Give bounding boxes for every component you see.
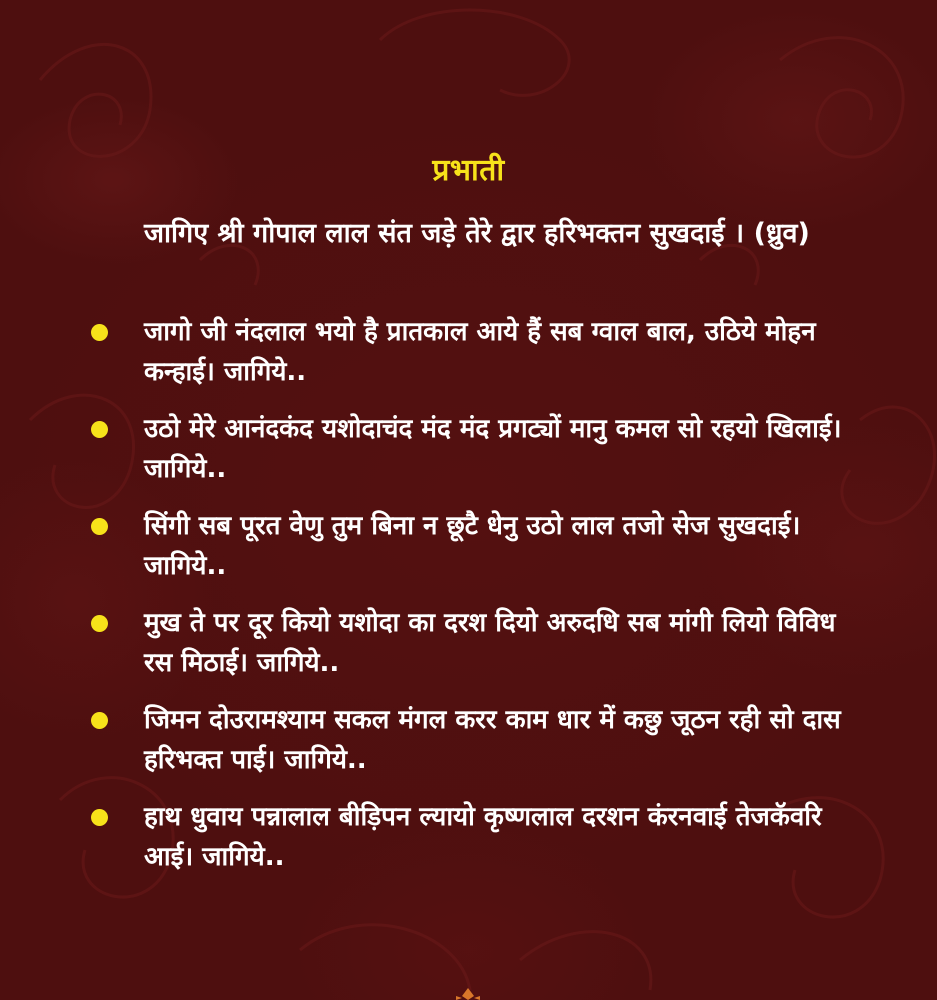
bullet-icon xyxy=(91,324,108,341)
list-item xyxy=(0,506,937,603)
verse-text: सिंगी सब पूरत वेणु तुम बिना न छूटै धेनु उठो लाल तजो सेज सुखदाई। जागिये.. xyxy=(144,511,801,581)
verse-text: उठो मेरे आनंदकंद यशोदाचंद मंद मंद प्रगट्यों मानु कमल सो रहयो खिलाई। जागिये.. xyxy=(144,414,842,484)
bullet-icon xyxy=(91,809,108,826)
list-item xyxy=(0,603,937,700)
page-title: प्रभाती xyxy=(432,153,505,188)
list-item xyxy=(0,409,937,506)
list-item xyxy=(0,312,937,409)
verse-list xyxy=(0,312,937,894)
ornament-icon xyxy=(448,988,488,1000)
list-item xyxy=(0,700,937,797)
verse-text: जागो जी नंदलाल भयो है प्रातकाल आये हैं सब ग्वाल बाल, उठिये मोहन कन्हाई। जागिये.. xyxy=(144,317,816,387)
bullet-icon xyxy=(91,712,108,729)
verse-text: मुख ते पर दूर कियो यशोदा का दरश दियो अरुदधि सब मांगी लियो विविध रस मिठाई। जागिये.. xyxy=(144,608,836,678)
bullet-icon xyxy=(91,421,108,438)
verse-text: हाथ धुवाय पन्नालाल बीड़िपन ल्यायो कृष्णलाल दरशन कंरनवाई तेजकॅवरि आई। जागिये.. xyxy=(144,802,822,872)
refrain-text: जागिए श्री गोपाल लाल संत जड़े तेरे द्वार हरिभक्तन सुखदाई । (ध्रुव) xyxy=(144,218,810,249)
bullet-icon xyxy=(91,615,108,632)
verse-text: जिमन दोउरामश्याम सकल मंगल करर काम धार में कछु जूठन रही सो दास हरिभक्त पाई। जागिये.. xyxy=(144,705,841,775)
bullet-icon xyxy=(91,518,108,535)
list-item xyxy=(0,797,937,894)
